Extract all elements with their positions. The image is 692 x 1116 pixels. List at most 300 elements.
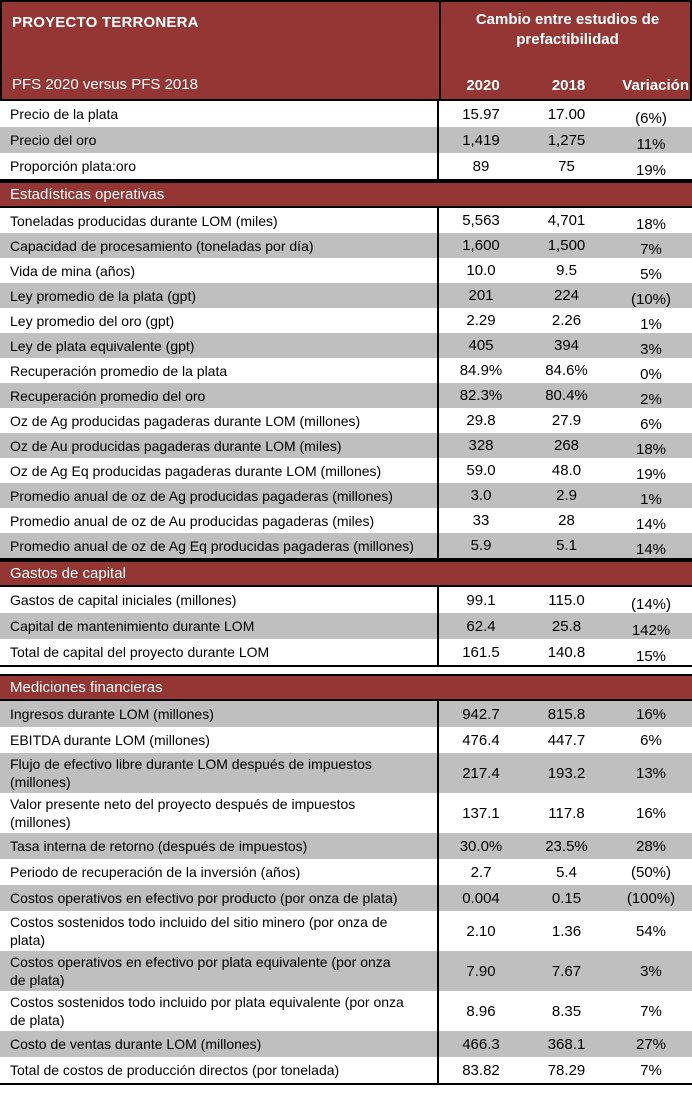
metric-label-line: Costos sostenidos todo incluido del sitio minero (por onza de — [10, 914, 388, 930]
value-2018-text: 84.6% — [545, 362, 588, 379]
value-2018-text: 115.0 — [548, 591, 585, 609]
value-2020 — [437, 433, 523, 458]
value-2018 — [523, 508, 610, 533]
value-variacion-text: 14% — [635, 541, 667, 558]
table-row — [0, 258, 692, 283]
metric-label — [0, 589, 437, 611]
value-variacion — [610, 233, 692, 258]
value-variacion-text: (10%) — [630, 291, 671, 308]
value-variacion-text: 54% — [635, 922, 667, 940]
value-2020-text: 82.3% — [459, 387, 503, 404]
value-2020-text: 83.82 — [462, 1061, 500, 1079]
value-2018-text: 8.35 — [551, 1002, 582, 1020]
value-2018-text: 23.5% — [545, 837, 588, 855]
metric-label-line: Oz de Ag producidas pagaderas durante LOM (millones) — [10, 412, 361, 429]
value-variacion-text: 16% — [635, 804, 667, 822]
value-variacion-text: (14%) — [630, 595, 671, 613]
table-row — [0, 885, 692, 911]
value-variacion — [610, 727, 692, 753]
value-2018-text: 140.8 — [547, 643, 586, 661]
section-rows — [0, 587, 692, 667]
value-2018 — [523, 991, 610, 1031]
value-2018-text: 2.26 — [551, 312, 582, 329]
value-variacion — [610, 753, 692, 793]
value-2018-text: 447.7 — [547, 731, 586, 749]
value-variacion — [610, 458, 692, 483]
col-header-2018: 2018 — [551, 77, 586, 94]
value-2020 — [437, 533, 523, 558]
value-2018 — [523, 283, 610, 308]
value-2018 — [523, 701, 610, 727]
value-2018 — [523, 533, 610, 558]
metric-label-line: de plata) — [10, 972, 65, 988]
table-row — [0, 153, 692, 179]
value-2020-text: 161.5 — [462, 643, 500, 661]
value-2018-text: 1.36 — [551, 922, 582, 940]
value-2020 — [437, 911, 523, 951]
value-2018-text: 17.00 — [547, 105, 586, 123]
value-variacion-text: 19% — [635, 466, 667, 483]
value-variacion-text: 19% — [635, 161, 667, 179]
value-2020-text: 99.1 — [466, 591, 496, 609]
metric-label-line: Promedio anual de oz de Ag Eq producidas pagaderas (millones) — [10, 537, 414, 554]
value-variacion — [610, 833, 692, 859]
value-variacion-text: (6%) — [635, 109, 667, 127]
value-2020-text: 328 — [468, 437, 494, 454]
value-variacion-text: 18% — [635, 216, 667, 233]
metric-label — [0, 641, 437, 663]
metric-label — [0, 235, 437, 257]
value-variacion-text: 14% — [635, 516, 667, 533]
value-variacion — [610, 639, 692, 665]
value-2020-text: 2.10 — [466, 922, 496, 940]
value-2020-text: 201 — [468, 287, 494, 304]
table-row — [0, 233, 692, 258]
metric-label — [0, 861, 437, 883]
table-row — [0, 283, 692, 308]
metric-label — [0, 385, 437, 407]
value-2020 — [437, 101, 523, 127]
value-2020 — [437, 1057, 523, 1083]
value-2020-text: 15.97 — [462, 105, 500, 123]
value-2020 — [437, 833, 523, 859]
value-2020-text: 1,600 — [462, 237, 500, 254]
section-header-band — [0, 674, 692, 701]
value-2020-text: 3.0 — [470, 487, 492, 504]
metric-label — [0, 729, 437, 751]
value-2020 — [437, 859, 523, 885]
value-variacion — [610, 793, 692, 833]
metric-label — [0, 210, 437, 232]
value-2020-text: 476.4 — [462, 731, 500, 749]
value-2020-text: 8.96 — [466, 1002, 496, 1020]
col-header-2020: 2020 — [466, 77, 500, 94]
table-header — [0, 0, 692, 101]
value-variacion-text: (50%) — [630, 863, 671, 881]
value-2020 — [437, 383, 523, 408]
metric-label — [0, 887, 437, 909]
metric-label — [0, 753, 437, 793]
change-title-line2: prefactibilidad — [516, 30, 619, 48]
value-2018-text: 28 — [558, 512, 575, 529]
value-2020-text: 29.8 — [466, 412, 496, 429]
metric-label — [0, 460, 437, 482]
metric-label-line: Valor presente neto del proyecto después de impuestos — [10, 796, 356, 812]
value-2018-text: 224 — [553, 287, 580, 304]
metric-label — [0, 155, 437, 177]
table-row — [0, 408, 692, 433]
value-variacion-text: 142% — [631, 621, 671, 639]
metric-label — [0, 335, 437, 357]
metric-label — [0, 1033, 437, 1055]
value-2020 — [437, 727, 523, 753]
value-variacion-text: 1% — [640, 491, 662, 508]
table-row — [0, 613, 692, 639]
metric-label-line: Precio del oro — [10, 132, 97, 148]
table-row — [0, 458, 692, 483]
value-2018 — [523, 911, 610, 951]
table-row — [0, 333, 692, 358]
value-variacion-text: 18% — [635, 441, 667, 458]
value-variacion — [610, 701, 692, 727]
metric-label-line: Costo de ventas durante LOM (millones) — [10, 1036, 262, 1052]
metric-label — [0, 835, 437, 857]
table-row — [0, 101, 692, 127]
value-2020 — [437, 127, 523, 153]
value-2018 — [523, 859, 610, 885]
value-2020-text: 30.0% — [459, 837, 503, 855]
change-title — [441, 10, 692, 49]
metric-label — [0, 103, 437, 125]
value-2020 — [437, 793, 523, 833]
value-2020-text: 942.7 — [462, 705, 500, 723]
value-2020-text: 2.29 — [466, 312, 496, 329]
value-2020-text: 466.3 — [462, 1035, 500, 1053]
metric-label — [0, 310, 437, 332]
value-2020-text: 7.90 — [466, 962, 496, 980]
value-2018 — [523, 308, 610, 333]
value-2020 — [437, 233, 523, 258]
value-2018-text: 1,275 — [547, 131, 586, 149]
value-2020-text: 0.004 — [462, 889, 500, 907]
table-row — [0, 1031, 692, 1057]
metric-label-line: Oz de Au producidas pagaderas durante LOM (miles) — [10, 437, 342, 454]
value-2018 — [523, 433, 610, 458]
col-header-variacion: Variación — [622, 77, 689, 94]
value-2020-text: 405 — [468, 337, 494, 354]
metric-label-line: Periodo de recuperación de la inversión (años) — [10, 864, 301, 880]
value-variacion — [610, 333, 692, 358]
value-2020-text: 33 — [472, 512, 490, 529]
value-variacion-text: 27% — [635, 1035, 667, 1053]
header-left — [2, 2, 439, 99]
value-2018-text: 368.1 — [547, 1035, 586, 1053]
value-variacion — [610, 358, 692, 383]
value-variacion — [610, 153, 692, 179]
value-variacion — [610, 885, 692, 911]
value-2020 — [437, 639, 523, 665]
value-2018-text: 193.2 — [547, 764, 586, 782]
value-2018-text: 1,500 — [547, 237, 586, 254]
value-2018 — [523, 833, 610, 859]
value-variacion-text: 13% — [635, 764, 667, 782]
metric-label-line: Flujo de efectivo libre durante LOM después de impuestos — [10, 756, 372, 772]
value-2020 — [437, 991, 523, 1031]
value-variacion — [610, 533, 692, 558]
table-row — [0, 639, 692, 665]
metric-label-line: Vida de mina (años) — [10, 262, 136, 279]
section-header-band — [0, 560, 692, 587]
value-variacion-text: 3% — [640, 341, 662, 358]
value-variacion — [610, 101, 692, 127]
value-variacion — [610, 127, 692, 153]
table-row — [0, 508, 692, 533]
table-row — [0, 753, 692, 793]
metric-label-line: Recuperación promedio del oro — [10, 387, 206, 404]
value-2018 — [523, 727, 610, 753]
value-2018 — [523, 1057, 610, 1083]
value-2018 — [523, 101, 610, 127]
value-variacion-text: 7% — [640, 1061, 662, 1079]
value-2020-text: 1,419 — [462, 131, 500, 149]
value-2018 — [523, 258, 610, 283]
value-2018 — [523, 333, 610, 358]
metric-label-line: Ingresos durante LOM (millones) — [10, 706, 214, 722]
value-variacion — [610, 208, 692, 233]
metric-label-line: Promedio anual de oz de Ag producidas pagaderas (millones) — [10, 487, 393, 504]
value-variacion — [610, 911, 692, 951]
value-2018-text: 80.4% — [545, 387, 588, 404]
value-2020 — [437, 208, 523, 233]
change-title-line1: Cambio entre estudios de — [475, 11, 660, 28]
table-row — [0, 308, 692, 333]
value-2020 — [437, 408, 523, 433]
value-variacion — [610, 308, 692, 333]
value-variacion-text: 28% — [635, 837, 667, 855]
metric-label-line: Capacidad de procesamiento (toneladas por día) — [10, 237, 314, 254]
value-2018-text: 394 — [553, 337, 580, 354]
value-2020-text: 84.9% — [459, 362, 503, 379]
value-variacion-text: 5% — [640, 266, 662, 283]
value-2018 — [523, 358, 610, 383]
value-2020 — [437, 587, 523, 613]
metric-label-line: Costos operativos en efectivo por plata equivalente (por onza — [10, 954, 391, 970]
table-row — [0, 433, 692, 458]
value-2020 — [437, 258, 523, 283]
value-2020-text: 217.4 — [462, 764, 500, 782]
value-2020 — [437, 753, 523, 793]
metric-label-line: Capital de mantenimiento durante LOM — [10, 618, 255, 634]
metric-label — [0, 435, 437, 457]
value-variacion — [610, 859, 692, 885]
value-2018 — [523, 233, 610, 258]
value-2018-text: 78.29 — [547, 1061, 586, 1079]
value-2020 — [437, 153, 523, 179]
value-variacion-text: 11% — [636, 135, 666, 153]
value-2018-text: 48.0 — [551, 462, 582, 479]
value-2020-text: 62.4 — [466, 617, 496, 635]
value-variacion-text: 2% — [640, 391, 662, 408]
comparison-subtitle: PFS 2020 versus PFS 2018 — [12, 76, 198, 93]
metric-label — [0, 535, 437, 557]
column-headers — [441, 77, 692, 94]
value-variacion-text: 7% — [640, 1002, 662, 1020]
value-2018 — [523, 613, 610, 639]
table-row — [0, 208, 692, 233]
value-2018-text: 268 — [553, 437, 580, 454]
value-2018 — [523, 483, 610, 508]
value-2018 — [523, 383, 610, 408]
section-title: Mediciones financieras — [10, 679, 163, 696]
section-title: Estadísticas operativas — [10, 186, 165, 203]
value-variacion — [610, 613, 692, 639]
value-2020 — [437, 613, 523, 639]
value-variacion — [610, 483, 692, 508]
value-variacion-text: 1% — [640, 316, 662, 333]
value-2018 — [523, 587, 610, 613]
metric-label-line: Recuperación promedio de la plata — [10, 362, 228, 379]
table-row — [0, 859, 692, 885]
value-2018 — [523, 408, 610, 433]
value-2018 — [523, 127, 610, 153]
table-row — [0, 793, 692, 833]
metric-label — [0, 285, 437, 307]
value-variacion-text: 3% — [640, 962, 662, 980]
value-variacion — [610, 433, 692, 458]
value-variacion — [610, 508, 692, 533]
metric-label — [0, 360, 437, 382]
value-variacion-text: 15% — [635, 647, 667, 665]
value-2020-text: 10.0 — [466, 262, 496, 279]
metric-label — [0, 991, 437, 1031]
value-2020 — [437, 308, 523, 333]
value-variacion-text: 7% — [640, 241, 662, 258]
value-2020 — [437, 458, 523, 483]
value-variacion-text: 6% — [640, 731, 662, 749]
value-2020 — [437, 358, 523, 383]
metric-label-line: Tasa interna de retorno (después de impuestos) — [10, 838, 308, 854]
metric-label-line: Ley promedio del oro (gpt) — [10, 312, 175, 329]
value-variacion — [610, 383, 692, 408]
section-rows — [0, 208, 692, 560]
table-row — [0, 1057, 692, 1083]
metric-label-line: plata) — [10, 932, 46, 948]
metric-label — [0, 260, 437, 282]
value-2020 — [437, 283, 523, 308]
value-2020 — [437, 1031, 523, 1057]
section-spacer — [0, 667, 692, 674]
value-2020-text: 59.0 — [466, 462, 496, 479]
value-2018 — [523, 1031, 610, 1057]
metric-label-line: Gastos de capital iniciales (millones) — [10, 592, 237, 608]
value-2018-text: 9.5 — [556, 262, 577, 279]
metric-label-line: Ley promedio de la plata (gpt) — [10, 287, 196, 304]
value-2018-text: 4,701 — [547, 212, 586, 229]
value-variacion — [610, 991, 692, 1031]
metric-label — [0, 951, 437, 991]
metric-label — [0, 793, 437, 833]
value-2020 — [437, 483, 523, 508]
table-row — [0, 587, 692, 613]
metric-label-line: Toneladas producidas durante LOM (miles) — [10, 212, 278, 229]
value-2018-text: 5.4 — [556, 863, 577, 881]
metric-label-line: Costos operativos en efectivo por producto (por onza de plata) — [10, 890, 398, 906]
metric-label — [0, 911, 437, 951]
metric-label-line: Precio de la plata — [10, 106, 119, 122]
value-variacion — [610, 258, 692, 283]
table-row — [0, 701, 692, 727]
section-rows — [0, 701, 692, 1085]
value-2020 — [437, 508, 523, 533]
value-2018-text: 27.9 — [551, 412, 582, 429]
table-row — [0, 911, 692, 951]
table-row — [0, 991, 692, 1031]
metric-label-line: Oz de Ag Eq producidas pagaderas durante LOM (millones) — [10, 462, 382, 479]
value-2018-text: 815.8 — [547, 705, 586, 723]
metric-label — [0, 510, 437, 532]
metric-label — [0, 485, 437, 507]
metric-label — [0, 410, 437, 432]
value-2018-text: 75 — [558, 157, 575, 175]
value-2020-text: 5,563 — [462, 212, 500, 229]
metric-label-line: Total de capital del proyecto durante LOM — [10, 644, 270, 660]
value-2018-text: 2.9 — [556, 487, 577, 504]
value-variacion — [610, 1031, 692, 1057]
value-variacion — [610, 283, 692, 308]
value-variacion-text: (100%) — [626, 889, 676, 907]
metric-label — [0, 129, 437, 151]
value-2020-text: 89 — [472, 157, 490, 175]
value-variacion-text: 16% — [635, 705, 667, 723]
value-2018-text: 25.8 — [551, 617, 582, 635]
metric-label-line: Proporción plata:oro — [10, 158, 137, 174]
value-variacion — [610, 408, 692, 433]
metric-label-line: Ley de plata equivalente (gpt) — [10, 337, 195, 354]
metric-label — [0, 615, 437, 637]
metric-label — [0, 703, 437, 725]
project-title: PROYECTO TERRONERA — [12, 14, 199, 31]
table-row — [0, 951, 692, 991]
value-variacion — [610, 1057, 692, 1083]
value-2018 — [523, 153, 610, 179]
table-row — [0, 383, 692, 408]
value-2020-text: 5.9 — [470, 537, 492, 554]
metric-label-line: (millones) — [10, 814, 71, 830]
value-2020 — [437, 885, 523, 911]
value-2018-text: 0.15 — [551, 889, 582, 907]
section-rows — [0, 101, 692, 181]
value-2020-text: 2.7 — [470, 863, 492, 881]
value-2018-text: 5.1 — [556, 537, 577, 554]
metric-label-line: de plata) — [10, 1012, 65, 1028]
value-2018-text: 7.67 — [551, 962, 582, 980]
header-right — [439, 2, 692, 99]
table-row — [0, 833, 692, 859]
metric-label-line: Promedio anual de oz de Au producidas pagaderas (miles) — [10, 512, 375, 529]
value-2018 — [523, 885, 610, 911]
value-2018 — [523, 793, 610, 833]
value-2020 — [437, 333, 523, 358]
table-row — [0, 358, 692, 383]
table-row — [0, 533, 692, 558]
section-title: Gastos de capital — [10, 565, 126, 582]
metric-label-line: (millones) — [10, 774, 71, 790]
value-2018 — [523, 951, 610, 991]
table-row — [0, 727, 692, 753]
metric-label — [0, 1059, 437, 1081]
table-row — [0, 483, 692, 508]
value-2018 — [523, 639, 610, 665]
